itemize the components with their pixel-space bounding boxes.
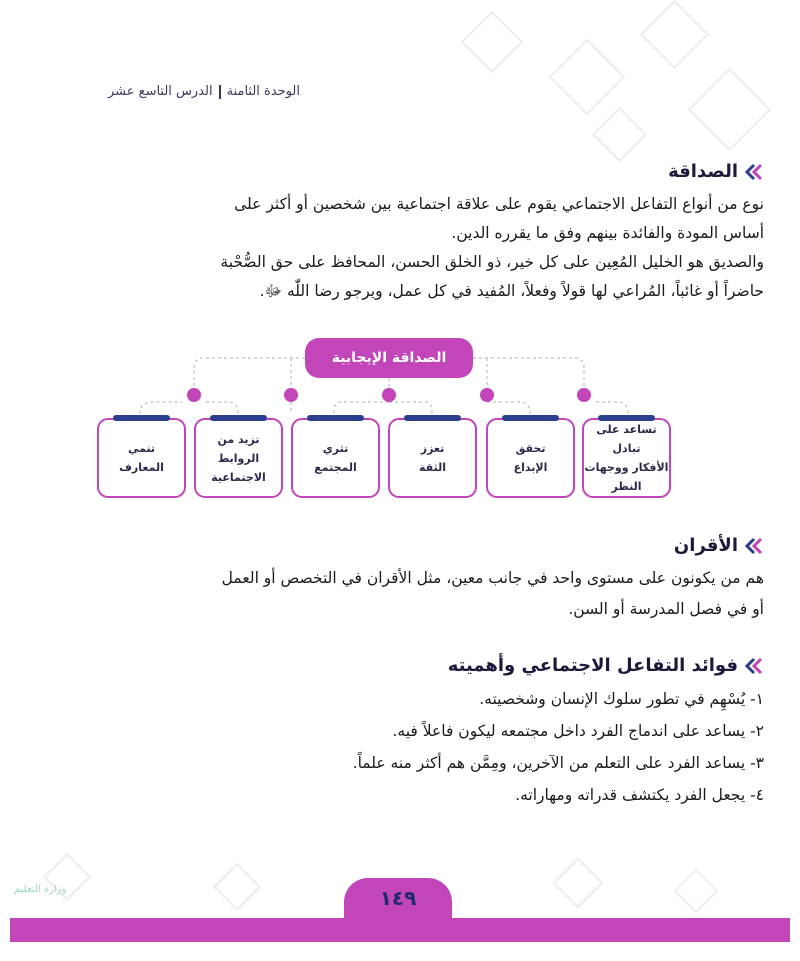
benefit-item: ٤- يجعل الفرد يكتشف قدراته ومهاراته. (515, 786, 764, 804)
peers-line-1: هم من يكونون على مستوى واحد في جانب معين، مثل الأقران في التخصص أو العمل (221, 569, 764, 587)
box-knowledge (97, 418, 186, 498)
box-creativity (486, 418, 575, 498)
box-cap (113, 415, 170, 421)
section-title-friendship (668, 161, 764, 182)
box-exchange-ideas (582, 418, 671, 498)
peers-line-2: أو في فصل المدرسة أو السن. (568, 600, 764, 618)
box-text: النظر (611, 480, 642, 493)
lesson-label: الدرس التاسع عشر (107, 84, 213, 99)
box-cap (404, 415, 461, 421)
connector-dot (480, 388, 494, 402)
benefit-item: ١- يُسْهِم في تطور سلوك الإنسان وشخصيته. (479, 690, 764, 708)
box-cap (210, 415, 267, 421)
box-trust (388, 418, 477, 498)
connector-dot (577, 388, 591, 402)
connector-dot (284, 388, 298, 402)
box-cap (598, 415, 655, 421)
box-cap (307, 415, 364, 421)
positive-friendship-title: الصداقة الإيجابية (305, 338, 473, 378)
positive-friendship-diagram (0, 338, 800, 508)
footer-bar (10, 918, 790, 942)
double-chevron-icon (744, 538, 764, 554)
decor-diamond (673, 868, 718, 913)
breadcrumb-separator (219, 85, 221, 99)
box-society (291, 418, 380, 498)
breadcrumb (108, 84, 300, 99)
box-text: الأفكار ووجهات (584, 461, 669, 474)
friendship-line-1: نوع من أنواع التفاعل الاجتماعي يقوم على علاقة اجتماعية بين شخصين أو أكثر على (234, 195, 764, 213)
box-text: تثري (322, 442, 349, 455)
connector-dot (382, 388, 396, 402)
friendship-line-3: والصديق هو الخليل المُعِين على كل خير، ذو الخلق الحسن، المحافظ على حق الصُّحْبة (220, 253, 764, 271)
box-text: تزيد من الروابط (217, 432, 260, 465)
decor-diamond (213, 863, 261, 911)
connector-dot (187, 388, 201, 402)
decor-diamond (461, 11, 523, 73)
benefits-title: فوائد التفاعل الاجتماعي وأهميته (447, 655, 738, 676)
box-text: تحقق (515, 442, 546, 455)
decor-diamond (553, 858, 604, 909)
box-text: الاجتماعية (211, 470, 266, 484)
section-title-peers (674, 535, 764, 556)
box-text: الإبداع (513, 461, 548, 474)
friendship-line-4: حاضراً أو غائباً، المُراعي لها قولاً وفعلاً، المُفيد في كل عمل، ويرجو رضا اللّٰه ﷻ. (259, 282, 764, 300)
decor-diamond (688, 68, 771, 151)
decor-diamond (549, 39, 625, 115)
box-social-bonds (194, 418, 283, 498)
page-number: ١٤٩ (379, 886, 417, 910)
friendship-definition (34, 190, 764, 306)
benefit-item: ٣- يساعد الفرد على التعلم من الآخرين، ومِمَّن هم أكثر منه علماً. (352, 754, 764, 772)
friendship-line-2: أساس المودة والفائدة بينهم وفق ما يقرره الدين. (451, 224, 764, 242)
benefit-item: ٢- يساعد على اندماج الفرد داخل مجتمعه ليكون فاعلاً فيه. (392, 722, 764, 740)
box-cap (502, 415, 559, 421)
box-text: تعزز (420, 442, 445, 455)
peers-definition (34, 563, 764, 625)
peers-title: الأقران (673, 535, 738, 556)
section-title-benefits (448, 655, 764, 676)
decor-diamond (640, 0, 709, 69)
decor-diamond (592, 107, 647, 162)
ministry-logo-text: وزارة التعليم (14, 884, 67, 895)
friendship-title: الصداقة (668, 161, 738, 182)
double-chevron-icon (744, 658, 764, 674)
box-text: الثقة (419, 461, 446, 474)
box-text: تنمي (127, 442, 156, 455)
box-text: المجتمع (314, 461, 357, 474)
unit-label: الوحدة الثامنة (226, 84, 300, 99)
box-text: المعارف (119, 461, 164, 474)
box-text: تساعد على تبادل (596, 423, 657, 455)
double-chevron-icon (744, 164, 764, 180)
